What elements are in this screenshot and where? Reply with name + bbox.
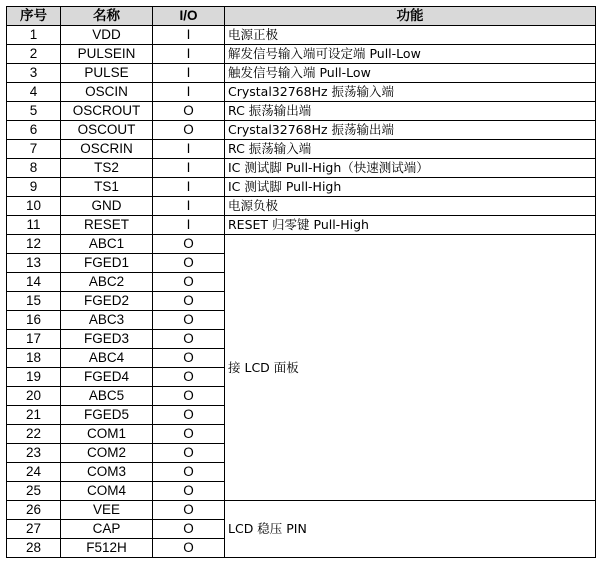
table-row <box>7 64 596 83</box>
lcd-panel-function-cell: 接 LCD 面板 <box>225 235 596 501</box>
pin-function-cell: RC 振荡输入端 <box>225 140 596 159</box>
pin-number-cell: 9 <box>7 178 61 197</box>
pin-name-cell: FGED3 <box>61 330 153 349</box>
pin-function-cell: 电源正极 <box>225 26 596 45</box>
pin-function-cell: 触发信号输入端 Pull-Low <box>225 64 596 83</box>
pin-number-cell: 16 <box>7 311 61 330</box>
pin-name-cell: COM4 <box>61 482 153 501</box>
lcd-power-function-cell: LCD 稳压 PIN <box>225 501 596 558</box>
pin-io-cell: I <box>153 216 225 235</box>
pin-number-cell: 26 <box>7 501 61 520</box>
pin-io-cell: O <box>153 330 225 349</box>
table-header-row <box>7 7 596 26</box>
table-row <box>7 102 596 121</box>
pin-function-cell: 电源负极 <box>225 197 596 216</box>
header-no: 序号 <box>7 7 61 26</box>
pin-function-cell: 解发信号输入端可设定端 Pull-Low <box>225 45 596 64</box>
pin-name-cell: ABC3 <box>61 311 153 330</box>
table-body <box>7 26 596 558</box>
pin-number-cell: 22 <box>7 425 61 444</box>
pin-number-cell: 25 <box>7 482 61 501</box>
pin-name-cell: TS1 <box>61 178 153 197</box>
pin-name-cell: FGED1 <box>61 254 153 273</box>
pin-number-cell: 8 <box>7 159 61 178</box>
pin-number-cell: 21 <box>7 406 61 425</box>
pin-io-cell: O <box>153 444 225 463</box>
header-function: 功能 <box>225 7 596 26</box>
table-row <box>7 235 596 254</box>
pin-io-cell: O <box>153 254 225 273</box>
pin-io-cell: I <box>153 64 225 83</box>
pin-number-cell: 19 <box>7 368 61 387</box>
pin-name-cell: OSCROUT <box>61 102 153 121</box>
pin-number-cell: 4 <box>7 83 61 102</box>
pin-number-cell: 1 <box>7 26 61 45</box>
pin-io-cell: O <box>153 273 225 292</box>
table-row <box>7 159 596 178</box>
pin-io-cell: I <box>153 83 225 102</box>
pin-function-cell: IC 测试脚 Pull-High（快速测试端） <box>225 159 596 178</box>
pin-number-cell: 18 <box>7 349 61 368</box>
pin-function-cell: RC 振荡输出端 <box>225 102 596 121</box>
pin-name-cell: F512H <box>61 539 153 558</box>
pin-definition-table <box>6 6 596 558</box>
pin-name-cell: OSCRIN <box>61 140 153 159</box>
pin-number-cell: 20 <box>7 387 61 406</box>
pin-name-cell: COM2 <box>61 444 153 463</box>
table-row <box>7 45 596 64</box>
pin-name-cell: CAP <box>61 520 153 539</box>
pin-number-cell: 11 <box>7 216 61 235</box>
pin-name-cell: COM1 <box>61 425 153 444</box>
pin-number-cell: 27 <box>7 520 61 539</box>
table-row <box>7 197 596 216</box>
pin-function-cell: RESET 归零键 Pull-High <box>225 216 596 235</box>
pin-name-cell: FGED2 <box>61 292 153 311</box>
pin-io-cell: I <box>153 178 225 197</box>
table-row <box>7 501 596 520</box>
pin-name-cell: ABC1 <box>61 235 153 254</box>
header-name: 名称 <box>61 7 153 26</box>
pin-number-cell: 6 <box>7 121 61 140</box>
table-row <box>7 121 596 140</box>
pin-name-cell: FGED5 <box>61 406 153 425</box>
pin-name-cell: RESET <box>61 216 153 235</box>
pin-name-cell: TS2 <box>61 159 153 178</box>
pin-io-cell: O <box>153 311 225 330</box>
pin-io-cell: O <box>153 463 225 482</box>
table-row <box>7 26 596 45</box>
header-io: I/O <box>153 7 225 26</box>
pin-io-cell: I <box>153 197 225 216</box>
pin-number-cell: 10 <box>7 197 61 216</box>
pin-name-cell: OSCOUT <box>61 121 153 140</box>
pin-io-cell: O <box>153 539 225 558</box>
table-row <box>7 140 596 159</box>
pin-name-cell: PULSEIN <box>61 45 153 64</box>
pin-number-cell: 17 <box>7 330 61 349</box>
pin-io-cell: I <box>153 45 225 64</box>
pin-io-cell: O <box>153 482 225 501</box>
pin-io-cell: O <box>153 292 225 311</box>
pin-number-cell: 3 <box>7 64 61 83</box>
pin-name-cell: GND <box>61 197 153 216</box>
pin-io-cell: O <box>153 368 225 387</box>
pin-io-cell: O <box>153 406 225 425</box>
pin-name-cell: ABC2 <box>61 273 153 292</box>
pin-function-cell: Crystal32768Hz 振荡输入端 <box>225 83 596 102</box>
pin-io-cell: O <box>153 121 225 140</box>
pin-io-cell: O <box>153 501 225 520</box>
pin-name-cell: ABC5 <box>61 387 153 406</box>
pin-io-cell: I <box>153 140 225 159</box>
table-row <box>7 216 596 235</box>
pin-name-cell: FGED4 <box>61 368 153 387</box>
pin-io-cell: I <box>153 26 225 45</box>
pin-function-cell: Crystal32768Hz 振荡输出端 <box>225 121 596 140</box>
pin-name-cell: VDD <box>61 26 153 45</box>
pin-number-cell: 15 <box>7 292 61 311</box>
table-row <box>7 178 596 197</box>
pin-io-cell: I <box>153 159 225 178</box>
pin-name-cell: COM3 <box>61 463 153 482</box>
pin-name-cell: ABC4 <box>61 349 153 368</box>
pin-io-cell: O <box>153 387 225 406</box>
pin-number-cell: 14 <box>7 273 61 292</box>
pin-number-cell: 12 <box>7 235 61 254</box>
table-row <box>7 83 596 102</box>
pin-io-cell: O <box>153 102 225 121</box>
pin-name-cell: VEE <box>61 501 153 520</box>
pin-io-cell: O <box>153 235 225 254</box>
pin-name-cell: OSCIN <box>61 83 153 102</box>
pin-number-cell: 28 <box>7 539 61 558</box>
pin-number-cell: 2 <box>7 45 61 64</box>
pin-number-cell: 24 <box>7 463 61 482</box>
pin-number-cell: 7 <box>7 140 61 159</box>
pin-number-cell: 23 <box>7 444 61 463</box>
pin-number-cell: 13 <box>7 254 61 273</box>
pin-io-cell: O <box>153 425 225 444</box>
pin-io-cell: O <box>153 520 225 539</box>
pin-number-cell: 5 <box>7 102 61 121</box>
pin-name-cell: PULSE <box>61 64 153 83</box>
pin-io-cell: O <box>153 349 225 368</box>
pin-function-cell: IC 测试脚 Pull-High <box>225 178 596 197</box>
